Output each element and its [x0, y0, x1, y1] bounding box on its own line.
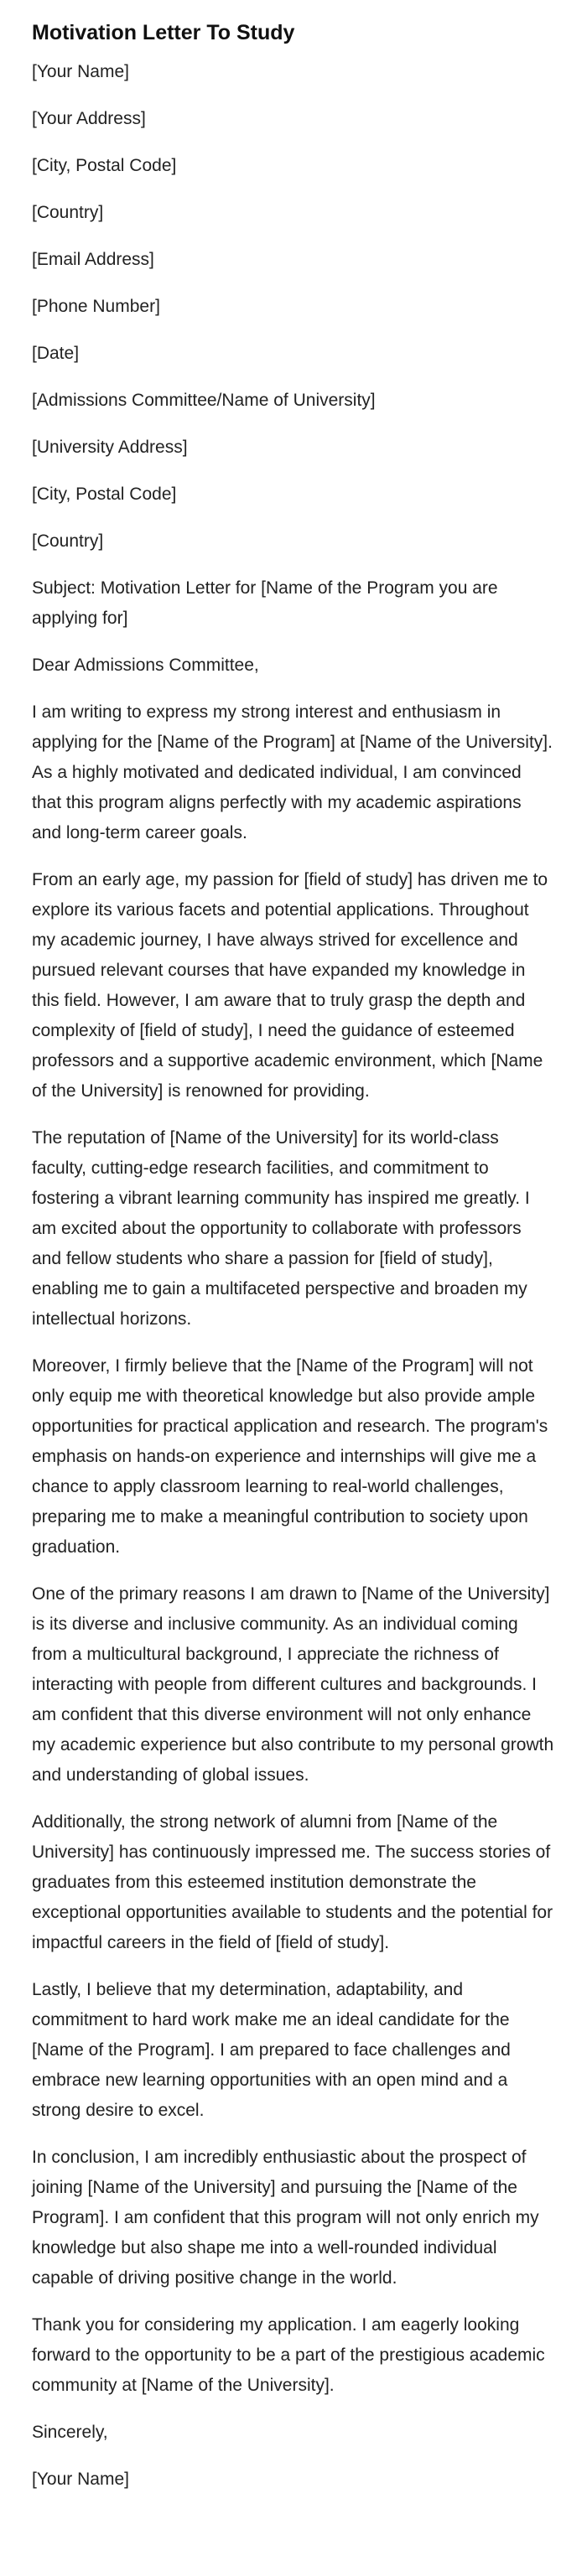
sender-name: [Your Name] — [32, 62, 129, 81]
sender-email: [Email Address] — [32, 250, 154, 269]
salutation: Dear Admissions Committee, — [32, 656, 259, 675]
recipient-name: [Admissions Committee/Name of University] — [32, 391, 376, 410]
letter-date: [Date] — [32, 344, 80, 363]
body-paragraph: Lastly, I believe that my determination, adaptability, and commitment to hard work make me an ideal candidate for the [Name of the Program]. I am prepared to face challenges and embrace new learning opportunities with an open mind and a strong desire to excel. — [32, 1980, 511, 2120]
sender-city-postal: [City, Postal Code] — [32, 156, 177, 175]
subject-line: Subject: Motivation Letter for [Name of the Program you are applying for] — [32, 578, 498, 628]
body-paragraph: I am writing to express my strong interest and enthusiasm in applying for the [Name of the Program] at [Name of the University]. As a highly motivated and dedicated individual, I am convinced that this program aligns perfectly with my academic aspirations and long-term career goals. — [32, 702, 553, 842]
sender-country: [Country] — [32, 203, 104, 222]
closing: Sincerely, — [32, 2423, 108, 2442]
recipient-country: [Country] — [32, 531, 104, 551]
document-title: Motivation Letter To Study — [32, 21, 295, 44]
body-paragraph: Additionally, the strong network of alumni from [Name of the University] has continuously impressed me. The success stories of graduates from this esteemed institution demonstrate the exceptional opportunities available to students and the potential for impactful careers in the field of [field of study]. — [32, 1812, 553, 1952]
signature-name: [Your Name] — [32, 2470, 129, 2489]
body-paragraph: From an early age, my passion for [field of study] has driven me to explore its various facets and potential applications. Throughout my academic journey, I have always strived for excellence and pursued relevant courses that have expanded my knowledge in this field. However, I am aware that to truly grasp the depth and complexity of [field of study], I need the guidance of esteemed professors and a supportive academic environment, which [Name of the University] is renowned for providing. — [32, 870, 548, 1101]
recipient-address: [University Address] — [32, 438, 188, 457]
sender-phone: [Phone Number] — [32, 297, 160, 316]
body-paragraph: The reputation of [Name of the University] for its world-class faculty, cutting-edge research facilities, and commitment to fostering a vibrant learning community has inspired me greatly. I am excited about the opportunity to collaborate with professors and fellow students who share a passion for [field of study], enabling me to gain a multifaceted perspective and broaden my intellectual horizons. — [32, 1128, 530, 1329]
recipient-city-postal: [City, Postal Code] — [32, 485, 177, 504]
sender-address: [Your Address] — [32, 109, 146, 128]
body-paragraph: Moreover, I firmly believe that the [Name of the Program] will not only equip me with theoretical knowledge but also provide ample opportunities for practical application and research. The program's emphasis on hands-on experience and internships will give me a chance to apply classroom learning to real-world challenges, preparing me to make a meaningful contribution to society upon graduation. — [32, 1356, 548, 1557]
body-paragraph: One of the primary reasons I am drawn to [Name of the University] is its diverse and inclusive community. As an individual coming from a multicultural background, I appreciate the richness of interacting with people from different cultures and backgrounds. I am confident that this diverse environment will not only enhance my academic experience but also contribute to my personal growth and understanding of global issues. — [32, 1584, 554, 1785]
body-paragraph: Thank you for considering my application. I am eagerly looking forward to the opportunity to be a part of the prestigious academic community at [Name of the University]. — [32, 2315, 545, 2395]
body-paragraph: In conclusion, I am incredibly enthusiastic about the prospect of joining [Name of the University] and pursuing the [Name of the Program]. I am confident that this program will not only enrich my knowledge but also shape me into a well-rounded individual capable of driving positive change in the world. — [32, 2148, 539, 2288]
